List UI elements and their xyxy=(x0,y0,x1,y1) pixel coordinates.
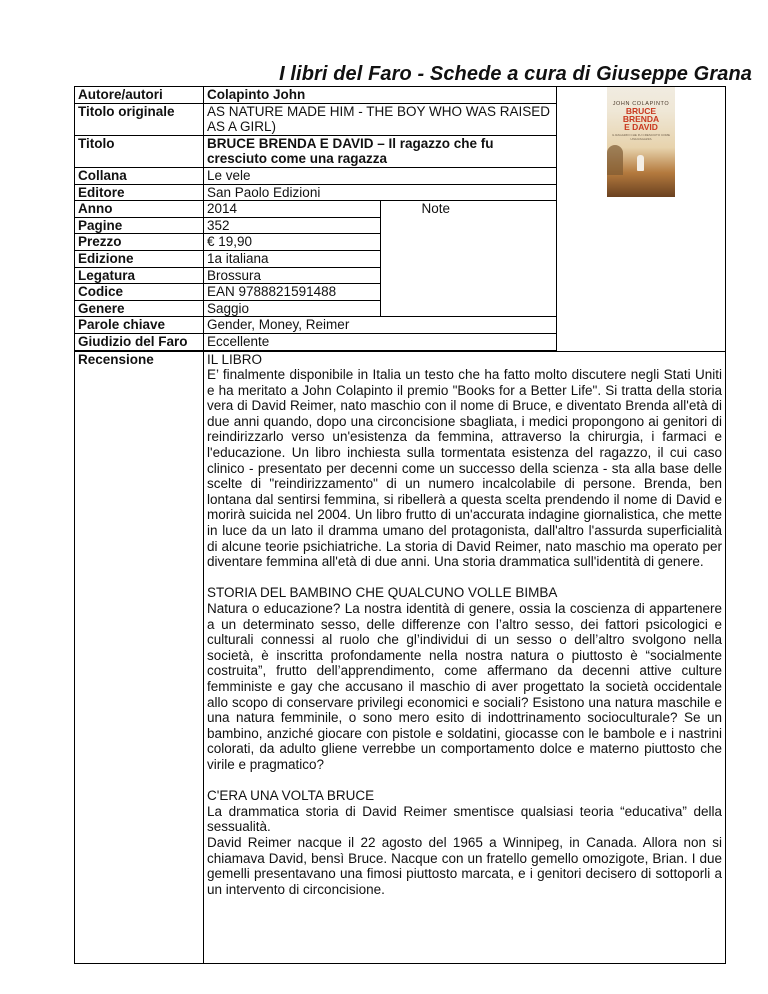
review-section-storia xyxy=(207,585,722,772)
cover-title-line: BRUCE xyxy=(625,106,657,116)
value-legatura: Brossura xyxy=(204,267,381,284)
label-edizione: Edizione xyxy=(75,250,204,267)
value-titolo: BRUCE BRENDA E DAVID – Il ragazzo che fu cresciuto come una ragazza xyxy=(204,135,557,167)
section-heading: STORIA DEL BAMBINO CHE QUALCUNO VOLLE BIMBA xyxy=(207,585,558,601)
label-editore: Editore xyxy=(75,184,204,201)
value-parole-chiave: Gender, Money, Reimer xyxy=(204,317,557,334)
value-giudizio: Eccellente xyxy=(204,333,557,350)
section-text-2: David Reimer nacque il 22 agosto del 1965 a Winnipeg, in Canada. Allora non si chiamava David, bensì Bruce. Nacque con un fratello gemello omozigote, Brian. I due gemelli presentavano una fimosi piuttosto marcata, e i genitori decisero di sottoporli a un intervento di circoncisione. xyxy=(207,834,722,897)
label-pagine: Pagine xyxy=(75,217,204,234)
row-autori xyxy=(75,87,726,104)
value-edizione: 1a italiana xyxy=(204,250,381,267)
review-text-block xyxy=(207,352,722,957)
value-codice: EAN 9788821591488 xyxy=(204,284,381,301)
label-titolo-originale: Titolo originale xyxy=(75,103,204,135)
value-titolo-originale: AS NATURE MADE HIM - THE BOY WHO WAS RAISED AS A GIRL) xyxy=(204,103,557,135)
value-collana: Le vele xyxy=(204,167,557,184)
section-text: La drammatica storia di David Reimer smentisce qualsiasi teoria “educativa” della sessualità. xyxy=(207,803,722,835)
cover-tree-shape xyxy=(607,145,623,175)
section-text: E’ finalmente disponibile in Italia un testo che ha fatto molto discutere negli Stati Uniti e ha meritato a John Colapinto il premio "Books for a Better Life". Si tratta della storia vera di David Reimer, nato maschio con il nome di Bruce, e diventato Brenda all'età di due anni quando, dopo una circoncisione sbagliata, i medici propongono ai genitori di reindirizzarlo verso un'esistenza da femmina, attraverso la chirurgia, i farmaci e l'educazione. Un libro inchiesta sulla tormentata esistenza del ragazzo, il cui caso clinico - presentato per decenni come un successo della scienza - sta alla base delle scelte di "reindirizzamento" di un numero incalcolabile di persone. Brenda, ben lontana dal sentirsi femmina, si ribellerà a questa scelta prendendo il nome di David e morirà suicida nel 2004. Un libro frutto di un'accurata indagine giornalistica, che mette in luce da un lato il dramma umano del protagonista, dall'altro l'assurda superficialità di alcune teorie psichiatriche. La storia di David Reimer, nato maschio ma operato per diventare femmina all'età di due anni. Una storia drammatica sull'identità di genere. xyxy=(207,367,722,570)
review-section-bruce xyxy=(207,788,722,897)
cover-title-line: E DAVID xyxy=(624,122,658,132)
label-collana: Collana xyxy=(75,167,204,184)
value-editore: San Paolo Edizioni xyxy=(204,184,557,201)
book-sheet-table xyxy=(74,86,726,964)
value-prezzo: € 19,90 xyxy=(204,234,381,251)
value-anno: 2014 xyxy=(204,201,381,218)
value-pagine: 352 xyxy=(204,217,381,234)
section-text: Natura o educazione? La nostra identità di genere, ossia la coscienza di appartenere a un determinato sesso, delle differenze con l’altro sesso, dei fattori psicologici e culturali connessi al ruolo che gl’individui di un sesso o dell’altro svolgono nella società, è inscritta profondamente nella nostra natura o piuttosto è “socialmente costruita”, frutto dell’apprendimento, come affermano da decenni attive culture femministe e gay che accusano il maschio di aver progettato la società occidentale allo scopo di conservare privilegi economici e sociali? Esistono una natura maschile e una natura femminile, o sono mero esito di indottrinamento socioculturale? Se un bambino, anziché giocare con pistole e soldatini, giocasse con le bambole e i nastrini colorati, da adulto gliene verrebbe un comportamento dolce e materno piuttosto che virile e pragmatico? xyxy=(207,601,722,772)
cover-subtitle: IL RAGAZZO CHE FU CRESCIUTO COME UNA RAGAZZA xyxy=(611,133,670,141)
label-codice: Codice xyxy=(75,284,204,301)
cover-title xyxy=(607,107,675,131)
label-giudizio: Giudizio del Faro xyxy=(75,333,204,350)
review-content xyxy=(204,351,726,963)
review-section-libro xyxy=(207,352,722,570)
label-titolo: Titolo xyxy=(75,135,204,167)
label-legatura: Legatura xyxy=(75,267,204,284)
section-heading: C'ERA UNA VOLTA BRUCE xyxy=(207,788,375,804)
book-cover-image xyxy=(607,87,675,197)
label-parole-chiave: Parole chiave xyxy=(75,317,204,334)
note-label: Note xyxy=(421,201,451,217)
note-cell xyxy=(380,201,557,317)
label-recensione: Recensione xyxy=(75,351,204,963)
label-autori: Autore/autori xyxy=(75,87,204,104)
value-autori: Colapinto John xyxy=(204,87,557,104)
section-heading: IL LIBRO xyxy=(207,351,263,367)
cover-author: JOHN COLAPINTO xyxy=(612,101,670,107)
row-recensione xyxy=(75,351,726,963)
label-anno: Anno xyxy=(75,201,204,218)
label-prezzo: Prezzo xyxy=(75,234,204,251)
cover-child-shape xyxy=(637,155,644,171)
page-header-title: I libri del Faro - Schede a cura di Giuseppe Grana xyxy=(279,63,752,85)
value-genere: Saggio xyxy=(204,300,381,317)
label-genere: Genere xyxy=(75,300,204,317)
book-cover-cell xyxy=(557,87,726,352)
cover-title-line: BRENDA xyxy=(622,114,660,124)
